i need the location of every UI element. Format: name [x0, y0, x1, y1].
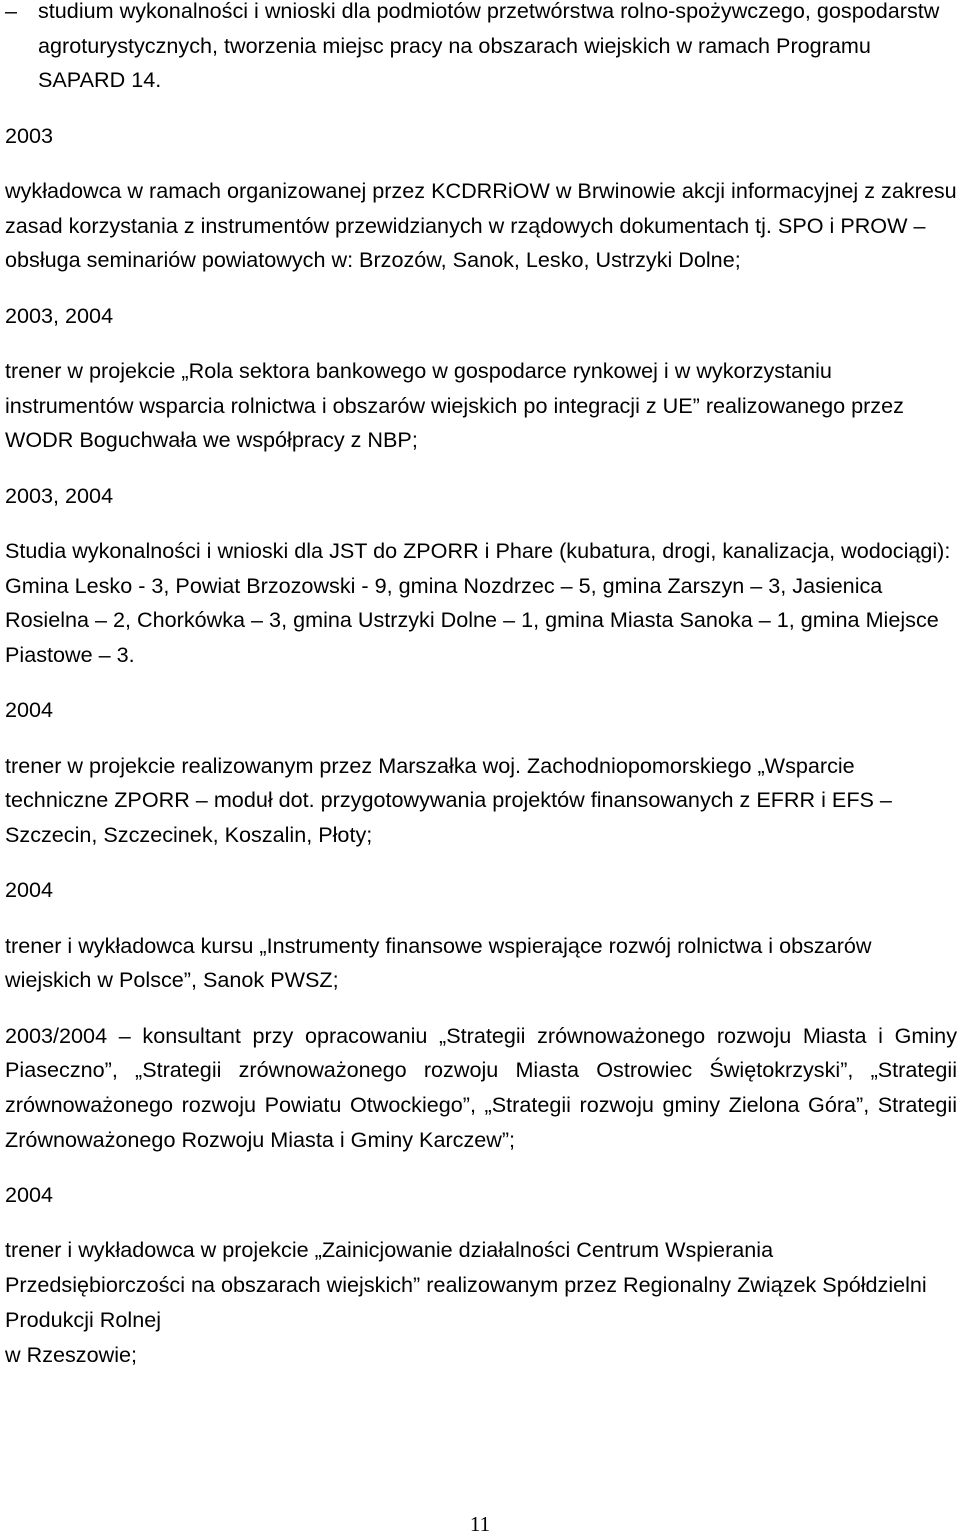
entry-text: trener w projekcie „Rola sektora bankowego w gospodarce rynkowej i w wykorzystaniu instrumentów wsparcia rolnictwa i obszarów wiejskich po integracji z UE” realizowanego przez WODR Boguchwała we współpracy z NBP;	[5, 358, 904, 453]
entry-year: 2003, 2004	[5, 482, 114, 508]
dash-bullet-icon: –	[5, 0, 18, 23]
bullet-text: studium wykonalności i wnioski dla podmiotów przetwórstwa rolno-spożywczego, gospodarstw agroturystycznych, tworzenia miejsc pracy na obszarach wiejskich w ramach Programu SAPARD 14.	[38, 0, 940, 93]
consultant-paragraph: 2003/2004 – konsultant przy opracowaniu „Strategii zrównoważonego rozwoju Miasta i Gminy Piaseczno”, „Strategii zrównoważonego rozwoju Miasta Ostrowiec Świętokrzyski”, „Strategii zrównoważonego rozwoju Powiatu Otwockiego”, „Strategii rozwoju gminy Zielona Góra”, Strategii Zrównoważonego Rozwoju Miasta i Gminy Karczew”;	[5, 1022, 957, 1152]
page-number: 11	[469, 1512, 491, 1536]
entry-year: 2004	[5, 1182, 54, 1208]
entry-text: wykładowca w ramach organizowanej przez KCDRRiOW w Brwinowie akcji informacyjnej z zakresu zasad korzystania z instrumentów przewidzianych w rządowych dokumentach tj. SPO i PROW – obsługa seminariów powiatowych w: Brzozów, Sanok, Lesko, Ustrzyki Dolne;	[5, 178, 957, 273]
entry-text-continuation: w Rzeszowie;	[5, 1341, 137, 1367]
entry-year: 2004	[5, 877, 54, 903]
bullet-item	[5, 0, 957, 98]
entry-text: trener w projekcie realizowanym przez Marszałka woj. Zachodniopomorskiego „Wsparcie techniczne ZPORR – moduł dot. przygotowywania projektów finansowanych z EFRR i EFS – Szczecin, Szczecinek, Koszalin, Płoty;	[5, 752, 892, 848]
page-content	[5, 0, 957, 1372]
entry-text: Studia wykonalności i wnioski dla JST do ZPORR i Phare (kubatura, drogi, kanalizacja, wodociągi): Gmina Lesko - 3, Powiat Brzozowski - 9, gmina Nozdrzec – 5, gmina Zarszyn – 3, Jasienica Rosielna – 2, Chorkówka – 3, gmina Ustrzyki Dolne – 1, gmina Miasta Sanoka – 1, gmina Miejsce Piastowe – 3.	[5, 538, 951, 668]
entry-text: trener i wykładowca kursu „Instrumenty finansowe wspierające rozwój rolnictwa i obszarów wiejskich w Polsce”, Sanok PWSZ;	[5, 932, 872, 993]
entry-year: 2004	[5, 697, 54, 723]
entry-year: 2003, 2004	[5, 302, 114, 328]
entry-year: 2003	[5, 122, 54, 148]
entry-text: trener i wykładowca w projekcie „Zainicjowanie działalności Centrum Wspierania Przedsiębiorczości na obszarach wiejskich” realizowanym przez Regionalny Związek Spółdzielni Produkcji Rolnej	[5, 1237, 927, 1332]
